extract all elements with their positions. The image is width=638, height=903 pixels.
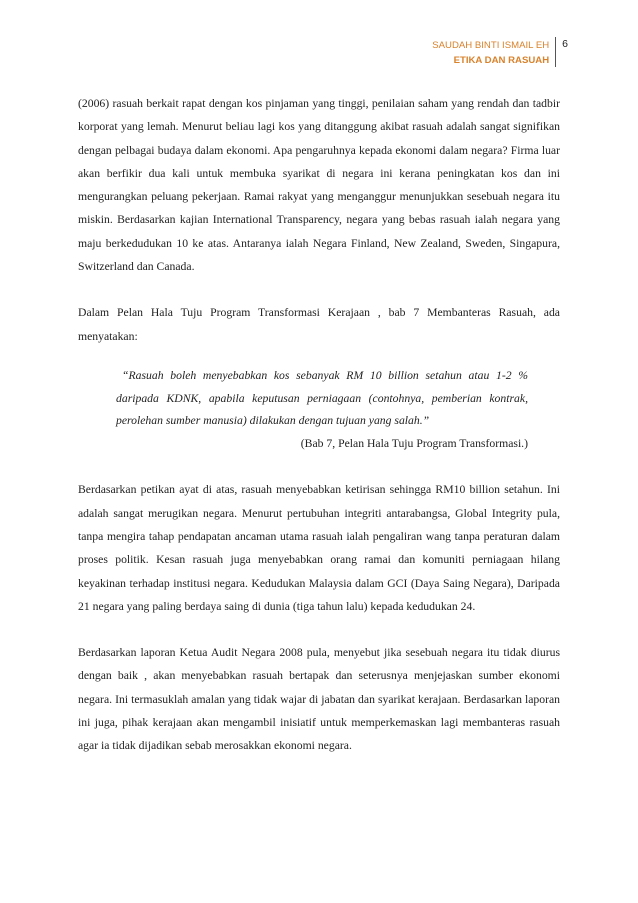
header-author: SAUDAH BINTI ISMAIL EH [432,40,550,51]
paragraph-1: (2006) rasuah berkait rapat dengan kos pinjaman yang tinggi, penilaian saham yang rendah dan tadbir korporat yang lemah. Menurut beliau lagi kos yang ditanggung akibat rasuah adalah sangat signifikan dengan pelbagai budaya dalam ekonomi. Apa pengaruhnya kepada ekonomi dalam negara? Firma luar akan berfikir dua kali untuk membuka syarikat di negara ini kerana peningkatan kos dan ini mengurangkan peluang pekerjaan. Ramai rakyat yang menganggur menunjukkan sesebuah negara itu miskin. Berdasarkan kajian International Transparency, negara yang bebas rasuah ialah negara yang maju berkedudukan 10 ke atas. Antaranya ialah Negara Finland, New Zealand, Sweden, Singapura, Switzerland dan Canada. [78,97,560,274]
paragraph-3: Berdasarkan petikan ayat di atas, rasuah menyebabkan ketirisan sehingga RM10 billion setahun. Ini adalah sangat merugikan negara. Menurut pertubuhan integriti antarabangsa, Global Integrity pula, tanpa mengira tahap pendapatan ancaman utama rasuah ialah pengaliran wang tanpa peraturan dalam proses politik. Kesan rasuah juga menyebabkan orang ramai dan komuniti perniagaan hilang keyakinan terhadap institusi negara. Kedudukan Malaysia dalam GCI (Daya Saing Negara), Daripada 21 negara yang paling berdaya saing di dunia (tiga tahun lalu) kepada kedudukan 24. [78,483,560,613]
paragraph-2: Dalam Pelan Hala Tuju Program Transformasi Kerajaan , bab 7 Membanteras Rasuah, ada menyatakan: [78,306,560,343]
paragraph-spacer [78,455,560,478]
paragraph-spacer [78,618,560,641]
paragraph-spacer [78,348,560,365]
header-subject: ETIKA DAN RASUAH [453,55,550,66]
quote-text: “Rasuah boleh menyebabkan kos sebanyak RM 10 billion setahun atau 1-2 % daripada KDNK, apabila keputusan perniagaan (contohnya, pemberian kontrak, perolehan sumber manusia) dilakukan dengan tujuan yang salah.” [116,368,528,428]
paragraph-spacer [78,278,560,301]
paragraph-4: Berdasarkan laporan Ketua Audit Negara 2008 pula, menyebut jika sesebuah negara itu tidak diurus dengan baik , akan menyebabkan rasuah bertapak dan seterusnya menjejaskan sumber ekonomi negara. Ini termasuklah amalan yang tidak wajar di jabatan dan syarikat kerajaan. Berdasarkan laporan ini juga, pihak kerajaan akan mengambil inisiatif untuk memperkemaskan lagi membanteras rasuah agar ia tidak dijadikan sebab merosakkan ekonomi negara. [78,646,560,753]
document-body [78,92,560,758]
page-header [432,37,568,68]
quote-citation: (Bab 7, Pelan Hala Tuju Program Transformasi.) [300,436,528,450]
header-text-block [432,37,555,68]
block-quote [116,365,528,455]
page-number: 6 [555,37,568,67]
